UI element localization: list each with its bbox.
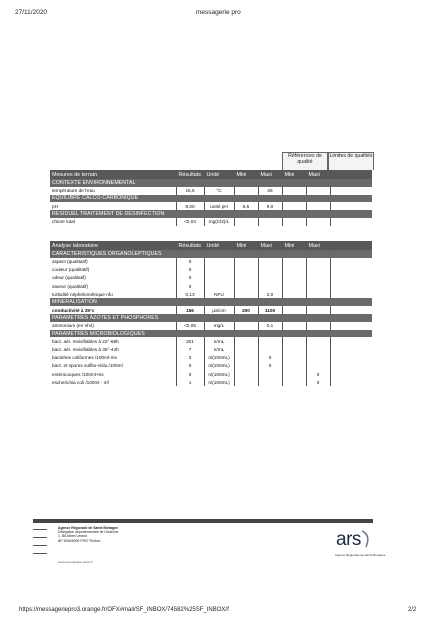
- quality-max: 2,0: [258, 290, 282, 298]
- quality-min: [234, 362, 258, 370]
- quality-min: [234, 282, 258, 290]
- unit: n/mL: [204, 346, 234, 354]
- quality-max: [258, 266, 282, 274]
- table-row: [50, 370, 372, 378]
- limit-min: [282, 266, 306, 274]
- row-spacer: [330, 266, 372, 274]
- quality-max: [258, 218, 282, 226]
- limit-min: [282, 378, 306, 386]
- print-app-title: messagerie pro: [196, 9, 241, 16]
- limit-max: [306, 202, 330, 210]
- print-url: https://messageriepro3.orange.fr/OFX#mail/SF_INBOX/74582%25SF_INBOX/f: [19, 607, 229, 613]
- quality-max: 1100: [258, 306, 282, 314]
- unit: n/(100mL): [204, 354, 234, 362]
- limit-min: [282, 274, 306, 282]
- unit: mg/L: [204, 322, 234, 330]
- quality-min: [234, 187, 258, 195]
- limit-max: [306, 290, 330, 298]
- table-row: [50, 378, 372, 386]
- table-row: [50, 362, 372, 370]
- quality-min: [234, 266, 258, 274]
- row-spacer: [330, 258, 372, 266]
- table-header-row: [50, 170, 372, 179]
- parameter-name: bact. et spores sulfito-rédu./100ml: [52, 363, 123, 369]
- header-result: Résultats: [176, 241, 204, 250]
- parameter-name: aspect (qualitatif): [52, 259, 88, 265]
- result-value: 0: [176, 282, 204, 290]
- logo-caption: Agence Régionale de Santé Bretagne: [335, 553, 386, 557]
- table-row: [50, 346, 372, 354]
- organisation-address: [58, 526, 118, 543]
- section-title: PARAMETRES AZOTES ET PHOSPHORES: [50, 314, 372, 322]
- result-value: 0: [176, 370, 204, 378]
- limit-max: [306, 187, 330, 195]
- section-header-row: [50, 314, 372, 322]
- limit-min: [282, 346, 306, 354]
- result-value: 0,13: [176, 290, 204, 298]
- quality-max: [258, 258, 282, 266]
- limit-max: [306, 306, 330, 314]
- quality-max: 0,1: [258, 322, 282, 330]
- result-value: 156: [176, 306, 204, 314]
- limit-min: [282, 337, 306, 345]
- section-title: MINERALISATION: [50, 298, 372, 306]
- limit-min: [282, 290, 306, 298]
- lab-analysis-table: [50, 241, 372, 386]
- header-unit: Unité: [204, 241, 234, 250]
- limit-min: [282, 306, 306, 314]
- unit: n/(100mL): [204, 378, 234, 386]
- header-quality-max: Maxi: [258, 170, 282, 179]
- parameter-name: odeur (qualitatif): [52, 275, 86, 281]
- limit-min: [282, 362, 306, 370]
- quality-min: [234, 337, 258, 345]
- parameter-name: couleur (qualitatif): [52, 267, 90, 273]
- limit-max: 0: [306, 378, 330, 386]
- limit-max: [306, 258, 330, 266]
- unit: NFU: [204, 290, 234, 298]
- quality-max: [258, 337, 282, 345]
- quality-min: [234, 378, 258, 386]
- limit-max: 0: [306, 370, 330, 378]
- unit: n/mL: [204, 337, 234, 345]
- limit-min: [282, 354, 306, 362]
- section-header-row: [50, 330, 372, 338]
- row-spacer: [330, 306, 372, 314]
- quality-min: [234, 274, 258, 282]
- table-row: [50, 266, 372, 274]
- limit-min: [282, 282, 306, 290]
- row-spacer: [330, 290, 372, 298]
- unit: unité pH: [204, 202, 234, 210]
- org-street: 1, Bd Albert Lerand: [58, 534, 88, 539]
- row-spacer: [330, 322, 372, 330]
- table-row: [50, 202, 372, 210]
- header-limit-min: Mini: [282, 241, 306, 250]
- quality-max: 0: [258, 354, 282, 362]
- result-value: 0: [176, 258, 204, 266]
- section-title: PARAMETRES MICROBIOLOGIQUES: [50, 330, 372, 338]
- result-value: 201: [176, 337, 204, 345]
- org-postal: BP 3056/5009 FR07 Roibon: [58, 538, 101, 543]
- parameter-name: température de l'eau: [52, 188, 95, 194]
- section-header-row: [50, 250, 372, 258]
- unit: [204, 282, 234, 290]
- parameter-name: entérocoques /100ml-ms: [52, 371, 104, 377]
- quality-max: [258, 346, 282, 354]
- unit: [204, 274, 234, 282]
- unit: µS/cm: [204, 306, 234, 314]
- header-spacer: [330, 170, 372, 179]
- unit: n/(100mL): [204, 370, 234, 378]
- table-row: [50, 282, 372, 290]
- row-spacer: [330, 354, 372, 362]
- footer-lines: [33, 529, 47, 561]
- org-department: Délégation départementale de l'Ardèche: [58, 530, 119, 535]
- section-header-row: [50, 210, 372, 218]
- row-spacer: [330, 370, 372, 378]
- quality-max: [258, 282, 282, 290]
- page-number: 2/2: [408, 607, 417, 613]
- table-row: [50, 290, 372, 298]
- parameter-name: ammonium (en nh4): [52, 323, 94, 329]
- header-result: Résultats: [176, 170, 204, 179]
- limit-min: [282, 187, 306, 195]
- row-spacer: [330, 282, 372, 290]
- header-unit: Unité: [204, 170, 234, 179]
- limit-max: [306, 362, 330, 370]
- table-row: [50, 258, 372, 266]
- header-spacer: [330, 241, 372, 250]
- quality-max: [258, 378, 282, 386]
- quality-min: [234, 322, 258, 330]
- quality-min: [234, 218, 258, 226]
- result-value: 8,00: [176, 202, 204, 210]
- unit: mg(Cl2)/L: [204, 218, 234, 226]
- result-value: 3: [176, 354, 204, 362]
- svg-text:ars: ars: [336, 529, 361, 550]
- table-row: [50, 306, 372, 314]
- table-row: [50, 187, 372, 195]
- unit: °C: [204, 187, 234, 195]
- header-quality-min: Mini: [234, 170, 258, 179]
- header-quality-max: Maxi: [258, 241, 282, 250]
- unit: n/(100mL): [204, 362, 234, 370]
- parameter-name: saveur (qualitatif): [52, 283, 88, 289]
- limit-max: [306, 218, 330, 226]
- row-spacer: [330, 187, 372, 195]
- table-row: [50, 354, 372, 362]
- row-spacer: [330, 362, 372, 370]
- section-title: RESIDUEL TRAITEMENT DE DESINFECTION: [50, 210, 372, 218]
- limit-max: [306, 346, 330, 354]
- section-title: CONTEXTE ENVIRONNEMENTAL: [50, 179, 372, 187]
- row-spacer: [330, 218, 372, 226]
- result-value: 15,6: [176, 187, 204, 195]
- quality-references-header: Références de qualité: [282, 152, 328, 170]
- section-header-row: [50, 195, 372, 203]
- quality-max: [258, 370, 282, 378]
- quality-min: [234, 346, 258, 354]
- header-limit-max: Maxi: [306, 170, 330, 179]
- quality-max: [258, 274, 282, 282]
- section-title: EQUILIBRE CALCO-CARBONIQUE: [50, 195, 372, 203]
- result-value: <0,04: [176, 218, 204, 226]
- org-website: www.ars.bretagne.sante.fr: [58, 560, 93, 564]
- table-row: [50, 274, 372, 282]
- header-limit-max: Maxi: [306, 241, 330, 250]
- limit-max: [306, 354, 330, 362]
- limit-max: [306, 266, 330, 274]
- parameter-name: chlore total: [52, 219, 75, 225]
- limit-max: [306, 282, 330, 290]
- parameter-name: turbidité néphélométrique nfu: [52, 291, 113, 297]
- unit: [204, 258, 234, 266]
- quality-min: [234, 290, 258, 298]
- org-name: Agence Régionale de Santé Bretagne: [58, 526, 119, 530]
- ars-logo: [335, 525, 375, 553]
- quality-min: 200: [234, 306, 258, 314]
- row-spacer: [330, 346, 372, 354]
- limit-min: [282, 218, 306, 226]
- parameter-name: conductivité à 25°c: [52, 307, 95, 313]
- row-spacer: [330, 202, 372, 210]
- parameter-name: bact. aér. revivifiables à 22°-68h: [52, 338, 119, 344]
- result-value: 7: [176, 346, 204, 354]
- parameter-name: bactéries coliformes /100ml-ms: [52, 355, 117, 361]
- result-value: 0: [176, 274, 204, 282]
- parameter-name: pH: [52, 203, 58, 209]
- header-quality-min: Mini: [234, 241, 258, 250]
- quality-min: [234, 258, 258, 266]
- parameter-name: escherichia coli /100ml - mf: [52, 379, 109, 385]
- table-header-row: [50, 241, 372, 250]
- parameter-name: bact. aér. revivifiables à 36°-44h: [52, 347, 119, 353]
- quality-min: [234, 370, 258, 378]
- header-limit-min: Mini: [282, 170, 306, 179]
- section-header-row: [50, 179, 372, 187]
- quality-max: 0: [258, 362, 282, 370]
- footer-divider: [33, 519, 373, 523]
- result-value: 1: [176, 378, 204, 386]
- limit-max: [306, 274, 330, 282]
- quality-max: 25: [258, 187, 282, 195]
- limit-min: [282, 370, 306, 378]
- limit-min: [282, 258, 306, 266]
- result-value: 0: [176, 362, 204, 370]
- quality-min: [234, 354, 258, 362]
- quality-limits-header: Limites de qualités: [328, 152, 374, 170]
- table-row: [50, 322, 372, 330]
- unit: [204, 266, 234, 274]
- section-title: CARACTERISTIQUES ORGANOLEPTIQUES: [50, 250, 372, 258]
- field-measurements-table: [50, 170, 372, 226]
- quality-min: 6,5: [234, 202, 258, 210]
- row-spacer: [330, 378, 372, 386]
- result-value: <0,05: [176, 322, 204, 330]
- quality-max: 9,0: [258, 202, 282, 210]
- row-spacer: [330, 274, 372, 282]
- print-date: 27/11/2020: [15, 9, 48, 16]
- header-label: Mesures de terrain: [50, 170, 176, 179]
- row-spacer: [330, 337, 372, 345]
- table-row: [50, 218, 372, 226]
- result-value: 0: [176, 266, 204, 274]
- limit-max: [306, 337, 330, 345]
- table-row: [50, 337, 372, 345]
- limit-min: [282, 202, 306, 210]
- limit-max: [306, 322, 330, 330]
- header-label: Analyse laboratoire: [50, 241, 176, 250]
- limit-min: [282, 322, 306, 330]
- section-header-row: [50, 298, 372, 306]
